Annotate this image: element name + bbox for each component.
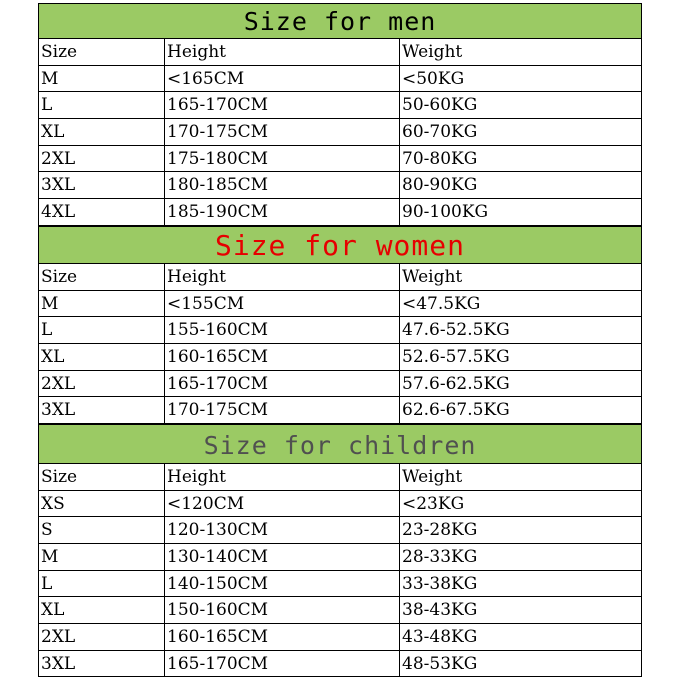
table-header-row — [39, 39, 641, 66]
table-row — [39, 651, 641, 678]
height-cell: 185-190CM — [165, 199, 400, 225]
table-row — [39, 624, 641, 651]
weight-cell: 80-90KG — [402, 175, 478, 196]
table-row — [39, 517, 641, 544]
size-cell: XL — [39, 344, 165, 370]
weight-cell: <47.5KG — [402, 293, 481, 314]
size-cell: L — [39, 571, 165, 597]
height-cell: <155CM — [165, 291, 400, 317]
header-weight: Weight — [402, 266, 463, 287]
table-row — [39, 397, 641, 424]
header-size: Size — [39, 39, 165, 65]
weight-cell: 43-48KG — [402, 627, 478, 648]
header-weight: Weight — [402, 466, 463, 487]
table-header-row — [39, 264, 641, 291]
weight-cell: 28-33KG — [402, 547, 478, 567]
weight-cell: 90-100KG — [402, 202, 489, 223]
size-cell: 3XL — [39, 651, 165, 677]
table-header-row — [39, 464, 641, 491]
header-size: Size — [39, 264, 165, 290]
header-weight: Weight — [402, 42, 463, 62]
header-height: Height — [165, 39, 400, 65]
weight-cell: 60-70KG — [402, 122, 478, 143]
height-cell: 140-150CM — [165, 571, 400, 597]
table-row — [39, 66, 641, 93]
weight-cell: <23KG — [402, 493, 465, 514]
height-cell: 170-175CM — [165, 119, 400, 145]
height-cell: 180-185CM — [165, 172, 400, 198]
size-cell: 2XL — [39, 146, 165, 172]
size-cell: S — [39, 517, 165, 543]
table-row — [39, 199, 641, 226]
height-cell: 175-180CM — [165, 146, 400, 172]
size-cell: 4XL — [39, 199, 165, 225]
table-row — [39, 544, 641, 571]
weight-cell: 48-53KG — [402, 653, 478, 674]
weight-cell: 38-43KG — [402, 600, 478, 621]
table-row — [39, 92, 641, 119]
table-row — [39, 172, 641, 199]
size-cell: L — [39, 317, 165, 343]
height-cell: 130-140CM — [165, 544, 400, 570]
weight-cell: 70-80KG — [402, 148, 478, 169]
height-cell: 160-165CM — [165, 344, 400, 370]
height-cell: 155-160CM — [165, 317, 400, 343]
size-cell: XL — [39, 597, 165, 623]
size-cell: XL — [39, 119, 165, 145]
height-cell: 170-175CM — [165, 397, 400, 423]
size-cell: 2XL — [39, 624, 165, 650]
section-title-men: Size for men — [39, 3, 641, 39]
height-cell: 165-170CM — [165, 651, 400, 677]
table-row — [39, 146, 641, 173]
table-row — [39, 291, 641, 318]
size-chart-table — [38, 3, 642, 677]
weight-cell: 62.6-67.5KG — [402, 400, 510, 421]
size-cell: 3XL — [39, 397, 165, 423]
weight-cell: 33-38KG — [402, 573, 478, 594]
table-row — [39, 344, 641, 371]
size-cell: M — [39, 291, 165, 317]
table-row — [39, 571, 641, 598]
height-cell: 160-165CM — [165, 624, 400, 650]
weight-cell: 52.6-57.5KG — [402, 346, 510, 367]
size-cell: XS — [39, 491, 165, 517]
table-row — [39, 371, 641, 398]
table-row — [39, 597, 641, 624]
size-cell: M — [39, 544, 165, 570]
height-cell: 165-170CM — [165, 371, 400, 397]
section-title-children: Size for children — [39, 424, 641, 464]
height-cell: <165CM — [165, 66, 400, 92]
height-cell: 165-170CM — [165, 92, 400, 118]
table-row — [39, 119, 641, 146]
size-cell: L — [39, 92, 165, 118]
height-cell: <120CM — [165, 491, 400, 517]
section-title-women: Size for women — [39, 226, 641, 264]
weight-cell: 57.6-62.5KG — [402, 373, 510, 394]
size-cell: M — [39, 66, 165, 92]
table-row — [39, 491, 641, 518]
height-cell: 150-160CM — [165, 597, 400, 623]
size-cell: 3XL — [39, 172, 165, 198]
header-height: Height — [165, 264, 400, 290]
height-cell: 120-130CM — [165, 517, 400, 543]
header-height: Height — [165, 464, 400, 490]
table-row — [39, 317, 641, 344]
weight-cell: 50-60KG — [402, 95, 478, 116]
weight-cell: <50KG — [402, 68, 465, 89]
size-cell: 2XL — [39, 371, 165, 397]
weight-cell: 23-28KG — [402, 520, 478, 541]
header-size: Size — [39, 464, 165, 490]
weight-cell: 47.6-52.5KG — [402, 320, 510, 341]
